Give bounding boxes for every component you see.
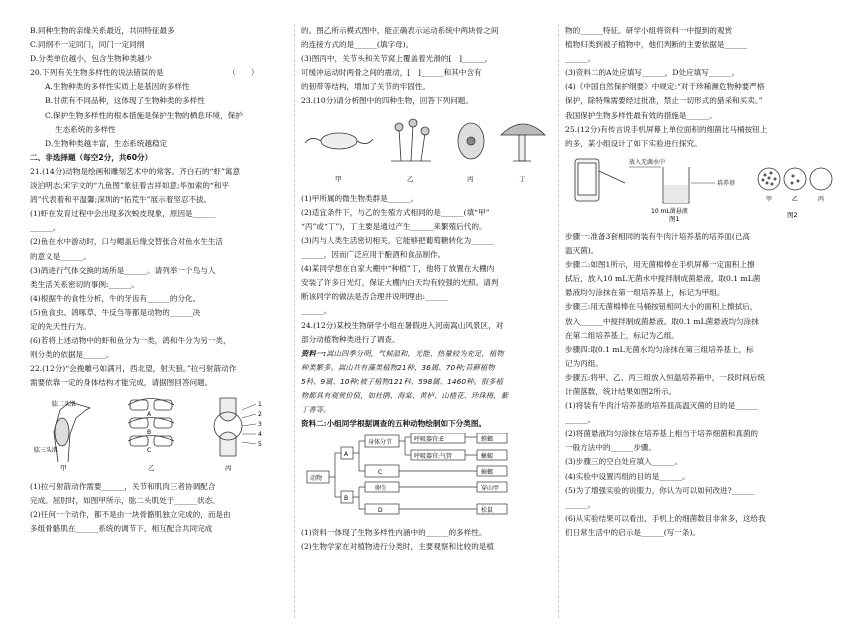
node-b: B bbox=[344, 495, 349, 503]
node-c: C bbox=[378, 469, 383, 477]
q22-cont: 的韧带等结构，增加了关节的牢固性。 bbox=[301, 82, 431, 92]
material-one-head: 资料一: bbox=[301, 348, 327, 358]
q25-question: ______。 bbox=[565, 499, 596, 509]
q22-cont: (3)图丙中，关节头和关节窝上覆盖着光滑的[ ]______， bbox=[301, 54, 493, 64]
caption-bing: 丙 bbox=[225, 464, 232, 473]
q23-line: (2)适宜条件下，与乙的生殖方式相同的是______(填“甲” bbox=[301, 207, 490, 217]
q20-option-c: C.保护生物多样性的根本措施是保护生物的栖息环境，保护 bbox=[45, 110, 243, 120]
q21-line: (4)根据牛的食性分析，牛的牙齿有______的分化。 bbox=[30, 293, 201, 303]
q25-question: (5)为了增强实验的说服力，你认为可以如何改进?______ bbox=[565, 485, 755, 495]
q24-cont: ______。 bbox=[565, 54, 596, 64]
q24-cont: (4)《中国自然保护纲要》中规定:“对于珍稀濒危物种要严格 bbox=[565, 82, 765, 92]
q22-cont: 的连接方式的是______(填字母)。 bbox=[301, 40, 414, 50]
q23-line: (4)某同学想在自家大棚中“种植”丁，他将丁放置在大棚内 bbox=[301, 264, 495, 274]
q21-line: 21.(14分)动物是绘画和雕刻艺术中的常客。齐白石的“虾”寓意 bbox=[30, 166, 241, 176]
q23-line: “丙”或“丁”)，丁主要是通过产生______来繁殖后代的。 bbox=[301, 221, 487, 231]
q25-line: 25.(12分)有传言说手机屏幕上单位面积的细菌比马桶按钮上 bbox=[565, 124, 768, 134]
q25-question: (1)将装有牛肉汁培养基的培养皿高温灭菌的目的是______ bbox=[565, 401, 759, 411]
q25-step: 拭后，放入10 mL无菌水中搅拌制成菌悬液，取0.1 mL菌 bbox=[565, 274, 761, 284]
q25-question: 们日常生活中的启示是______(写一条)。 bbox=[565, 527, 701, 537]
q21-line: 定的先天性行为。 bbox=[30, 321, 91, 331]
q25-line: 的多，某小组设计了如下实验进行探究。 bbox=[565, 138, 702, 148]
caption-figure2: 图2 bbox=[787, 210, 798, 219]
material-one-line: 资料一:嵩山四季分明，气候温和，光能、热量较为充足，植物 bbox=[301, 348, 504, 358]
q25-step: 在第二组培养基上，标记为乙组。 bbox=[565, 330, 679, 340]
label-a: A bbox=[147, 411, 152, 419]
material-one-line: 5科、9属、10种;被子植物121科、598属、1460种。很多植 bbox=[301, 376, 504, 386]
q22-line: (2)任何一个动作，都不是由一块骨骼肌独立完成的，而是由 bbox=[30, 509, 231, 519]
leaf-frog: 蟑螂 bbox=[481, 469, 494, 477]
material-one-line: 丁香等。 bbox=[301, 405, 331, 415]
q25-step: 步骤三:用无菌棉棒在马桶按钮相同大小的面积上擦拭后， bbox=[565, 302, 758, 312]
q22-line: 需要依靠一定的身体结构才能完成，请据图回答问题。 bbox=[30, 378, 213, 388]
label-b: B bbox=[147, 429, 152, 437]
q25-step: 温灭菌)。 bbox=[565, 246, 599, 256]
figure-experiment bbox=[565, 153, 835, 228]
dish-label-bing: 丙 bbox=[818, 195, 825, 203]
q23-line: 安装了许多日光灯，保证大棚内白天均有较强的光照。请判 bbox=[301, 278, 499, 288]
node-oviparous: 卵生 bbox=[375, 485, 388, 493]
node-segmented: 身体分节 bbox=[368, 439, 393, 447]
column-middle bbox=[301, 24, 551, 632]
q25-step: 步骤五:将甲、乙、丙三组放入恒温培养箱中，一段时间后统 bbox=[565, 372, 765, 382]
q21-line: (5)鱼食虫、鸽啄草、牛反刍等都是动物的______决 bbox=[30, 307, 201, 317]
q21-line: 的意义是______。 bbox=[30, 251, 91, 261]
q22-cont: 的。图乙所示模式图中，能正确表示运动系统中两块骨之间 bbox=[301, 26, 499, 35]
caption-ding: 丁 bbox=[519, 174, 526, 183]
q22-line: 完成。屈肘时，如图甲所示，肱二头肌处于______状态。 bbox=[30, 495, 220, 505]
mushroom-illustration bbox=[501, 124, 545, 161]
phone-illustration bbox=[575, 159, 599, 201]
bone-connection-models bbox=[128, 399, 174, 447]
q25-question: (6)从实验结果可以看出，手机上的细菌数目非常多，这给我 bbox=[565, 513, 766, 523]
q25-question: (4)实验中设置丙组的目的是______。 bbox=[565, 471, 690, 481]
q21-line: 鸽”代表着和平温馨;深圳的“拓荒牛”展示着坚忍不拔。 bbox=[30, 195, 212, 205]
q23-line: ______。 bbox=[301, 306, 332, 316]
q25-step: 放入______中搅拌制成菌悬液。取0.1 mL菌悬液均匀涂抹 bbox=[565, 316, 759, 326]
q25-step: 悬液均匀涂抹在第一组培养基上，标记为甲组。 bbox=[565, 288, 725, 298]
q20-option-c-cont: 生态系统的多样性 bbox=[55, 124, 116, 134]
material-one-line: 物都具有观赏价值，如杜鹃、海棠、黄栌、山楂花、珍珠梅，紫 bbox=[301, 390, 509, 400]
label-4: 4 bbox=[258, 431, 262, 439]
q19-option-d: D.分类单位越小，包含生物种类越少 bbox=[30, 54, 153, 64]
label-1: 1 bbox=[258, 401, 262, 409]
q24-line: (1)资料一体现了生物多样性内涵中的______的多样性。 bbox=[301, 528, 487, 538]
label-triceps: 肱三头肌 bbox=[34, 447, 59, 455]
caption-figure1: 图1 bbox=[669, 214, 680, 223]
q23-stem: 23.(10分)请分析图中的四种生物，回答下列问题。 bbox=[301, 96, 473, 106]
label-3: 3 bbox=[258, 421, 262, 429]
q20-option-b: B.甘蔗有不同品种，这体现了生物种类的多样性 bbox=[45, 96, 205, 106]
q24-cont: 植物归类到被子植物中，他们判断的主要依据是______ bbox=[565, 40, 748, 50]
caption-yi: 乙 bbox=[407, 174, 414, 183]
q25-step: 计菌落数，统计结果如图2所示。 bbox=[565, 386, 677, 396]
caption-bing: 丙 bbox=[467, 174, 474, 183]
q21-line: (2)鱼在水中游动时，口与鳃盖后缘交替张合对鱼水生生活 bbox=[30, 237, 224, 247]
mold-illustration bbox=[391, 119, 431, 161]
q22-line: (1)拉弓射箭动作需要______，关节和肌肉三者协调配合 bbox=[30, 481, 216, 491]
beaker-illustration bbox=[663, 167, 689, 203]
label-suspension: 10 mL菌悬液 bbox=[651, 207, 688, 215]
dish-label-yi: 乙 bbox=[792, 195, 799, 203]
q24-cont: 我国保护生物多样性最有效的措施是______。 bbox=[565, 110, 717, 120]
q22-cont: 可缓冲运动时两骨之间的震动，[ ]______和其中含有 bbox=[301, 68, 482, 78]
q20-option-a: A.生物种类的多样性实质上是基因的多样性 bbox=[45, 82, 190, 92]
bacterium-illustration bbox=[305, 133, 373, 149]
q21-line: ______。 bbox=[30, 223, 61, 233]
material-two-head: 资料二:小组同学根据调查的五种动物绘制如下分类图。 bbox=[301, 419, 487, 429]
node-animal: 动物 bbox=[310, 475, 323, 483]
q24-line: 24.(12分)某校生物研学小组在暑假进入河南嵩山风景区，对 bbox=[301, 320, 504, 330]
node-a: A bbox=[344, 451, 349, 459]
q25-step: 记为丙组。 bbox=[565, 358, 603, 368]
figure-arm-joint bbox=[30, 392, 288, 477]
caption-jia: 甲 bbox=[335, 174, 342, 183]
label-biceps: 肱二头肌 bbox=[52, 401, 77, 409]
q24-cont: 物的______特征。研学小组将资料一中提到的观赏 bbox=[565, 26, 733, 35]
q21-line: 淡泊明志;宋字文的“九鱼图”象征着吉祥如意;毕加索的“和平 bbox=[30, 181, 230, 191]
node-trachea: 呼吸器官:气管 bbox=[414, 453, 453, 461]
q20-option-d: D.生物种类越丰富，生态系统越稳定 bbox=[45, 138, 168, 148]
q25-step: 步骤四:取0.1 mL无菌水均匀涂抹在第三组培养基上，标 bbox=[565, 344, 754, 354]
q19-option-b: B.同种生物的亲缘关系最近，共同特征最多 bbox=[30, 26, 175, 35]
q21-line: (6)若将上述动物中的虾和鱼分为一类，鸽和牛分为另一类， bbox=[30, 336, 231, 346]
label-into-sterile-water: 放入无菌水中 bbox=[629, 158, 666, 166]
swab-icon bbox=[599, 171, 625, 183]
arm-illustration bbox=[54, 402, 90, 462]
column-right bbox=[565, 24, 835, 632]
q22-line: 22.(12分)“会挽雕弓如满月，西北望，射天狼。”拉弓射箭动作 bbox=[30, 364, 237, 374]
q25-question: (2)将菌悬液均匀涂抹在培养基上相当于培养细菌和真菌的 bbox=[565, 429, 759, 439]
leaf-lizard: 蜥蜴 bbox=[481, 453, 494, 461]
figure-classification-tree bbox=[301, 433, 551, 524]
label-5: 5 bbox=[258, 441, 262, 449]
node-gill-e: 呼吸器官:E bbox=[414, 436, 444, 444]
leaf-mantis: 螳螂 bbox=[481, 436, 494, 444]
column-left bbox=[30, 24, 288, 632]
caption-yi: 乙 bbox=[148, 464, 155, 473]
label-2: 2 bbox=[258, 411, 262, 419]
q21-line: 类生活关系密切的事例:______。 bbox=[30, 279, 139, 289]
q24-cont: 保护，除特殊需要经过批准，禁止一切形式的猎采和买卖。” bbox=[565, 96, 763, 106]
node-d: D bbox=[378, 507, 383, 515]
column-divider bbox=[294, 24, 295, 618]
leaf-pangolin: 穿山甲 bbox=[481, 485, 500, 493]
q21-line: (3)鸽进行气体交换的场所是______。请列举一个鸟与人 bbox=[30, 265, 216, 275]
q23-line: (3)丙与人类生活密切相关，它能够把葡萄糖转化为______ bbox=[301, 235, 495, 245]
yeast-illustration bbox=[458, 123, 484, 159]
q24-cont: (3)资料二的A处应填写______，D处应填写______。 bbox=[565, 68, 740, 78]
leaf-squirrel: 松鼠 bbox=[481, 507, 494, 515]
q25-question: (3)步骤三的空白处应填入______。 bbox=[565, 457, 683, 467]
q24-line: (2)生物学家在对植物进行分类时，主要观察和比较的是植 bbox=[301, 542, 495, 552]
joint-structure bbox=[214, 398, 242, 456]
dish-label-jia: 甲 bbox=[766, 195, 773, 203]
q23-line: ______，因而广泛应用于酿酒和食品制作。 bbox=[301, 250, 446, 260]
q25-question: 一般方法中的______步骤。 bbox=[565, 443, 657, 453]
figure-microorganisms bbox=[301, 111, 551, 190]
q21-line: 则分类的依据是______。 bbox=[30, 350, 114, 360]
caption-jia: 甲 bbox=[60, 464, 67, 473]
q24-line: 部分动植物种类进行了调查。 bbox=[301, 334, 400, 344]
q20-stem: 20.下列有关生物多样性的说法错误的是 （ ） bbox=[30, 68, 259, 78]
q22-line: 多组骨骼肌在______系统的调节下，相互配合共同完成 bbox=[30, 523, 213, 533]
section-heading: 二、非选择题（每空2分，共60分） bbox=[30, 152, 153, 162]
q21-line: (1)虾在发育过程中会出现多次蜕皮现象，原因是______ bbox=[30, 209, 216, 219]
label-medium: 培养基 bbox=[717, 179, 736, 187]
q25-step: 步骤二:如图1所示，用无菌棉棒在手机屏幕一定面积上擦 bbox=[565, 260, 755, 270]
q23-line: 断该同学的做法是否合理并说明理由:______ bbox=[301, 292, 448, 302]
column-divider bbox=[558, 24, 559, 618]
material-one-line: 种类繁多。嵩山共有藻类植物21种、36属、70种;苔藓植物 bbox=[301, 362, 495, 372]
label-c: C bbox=[147, 447, 152, 455]
q19-option-c: C.同纲不一定同门，同门一定同纲 bbox=[30, 40, 145, 50]
q23-line: (1)甲所属的微生物类群是______。 bbox=[301, 193, 419, 203]
q25-step: 步骤一:准备3套相同的装有牛肉汁培养基的培养皿(已高 bbox=[565, 231, 751, 241]
q25-question: ______。 bbox=[565, 415, 596, 425]
